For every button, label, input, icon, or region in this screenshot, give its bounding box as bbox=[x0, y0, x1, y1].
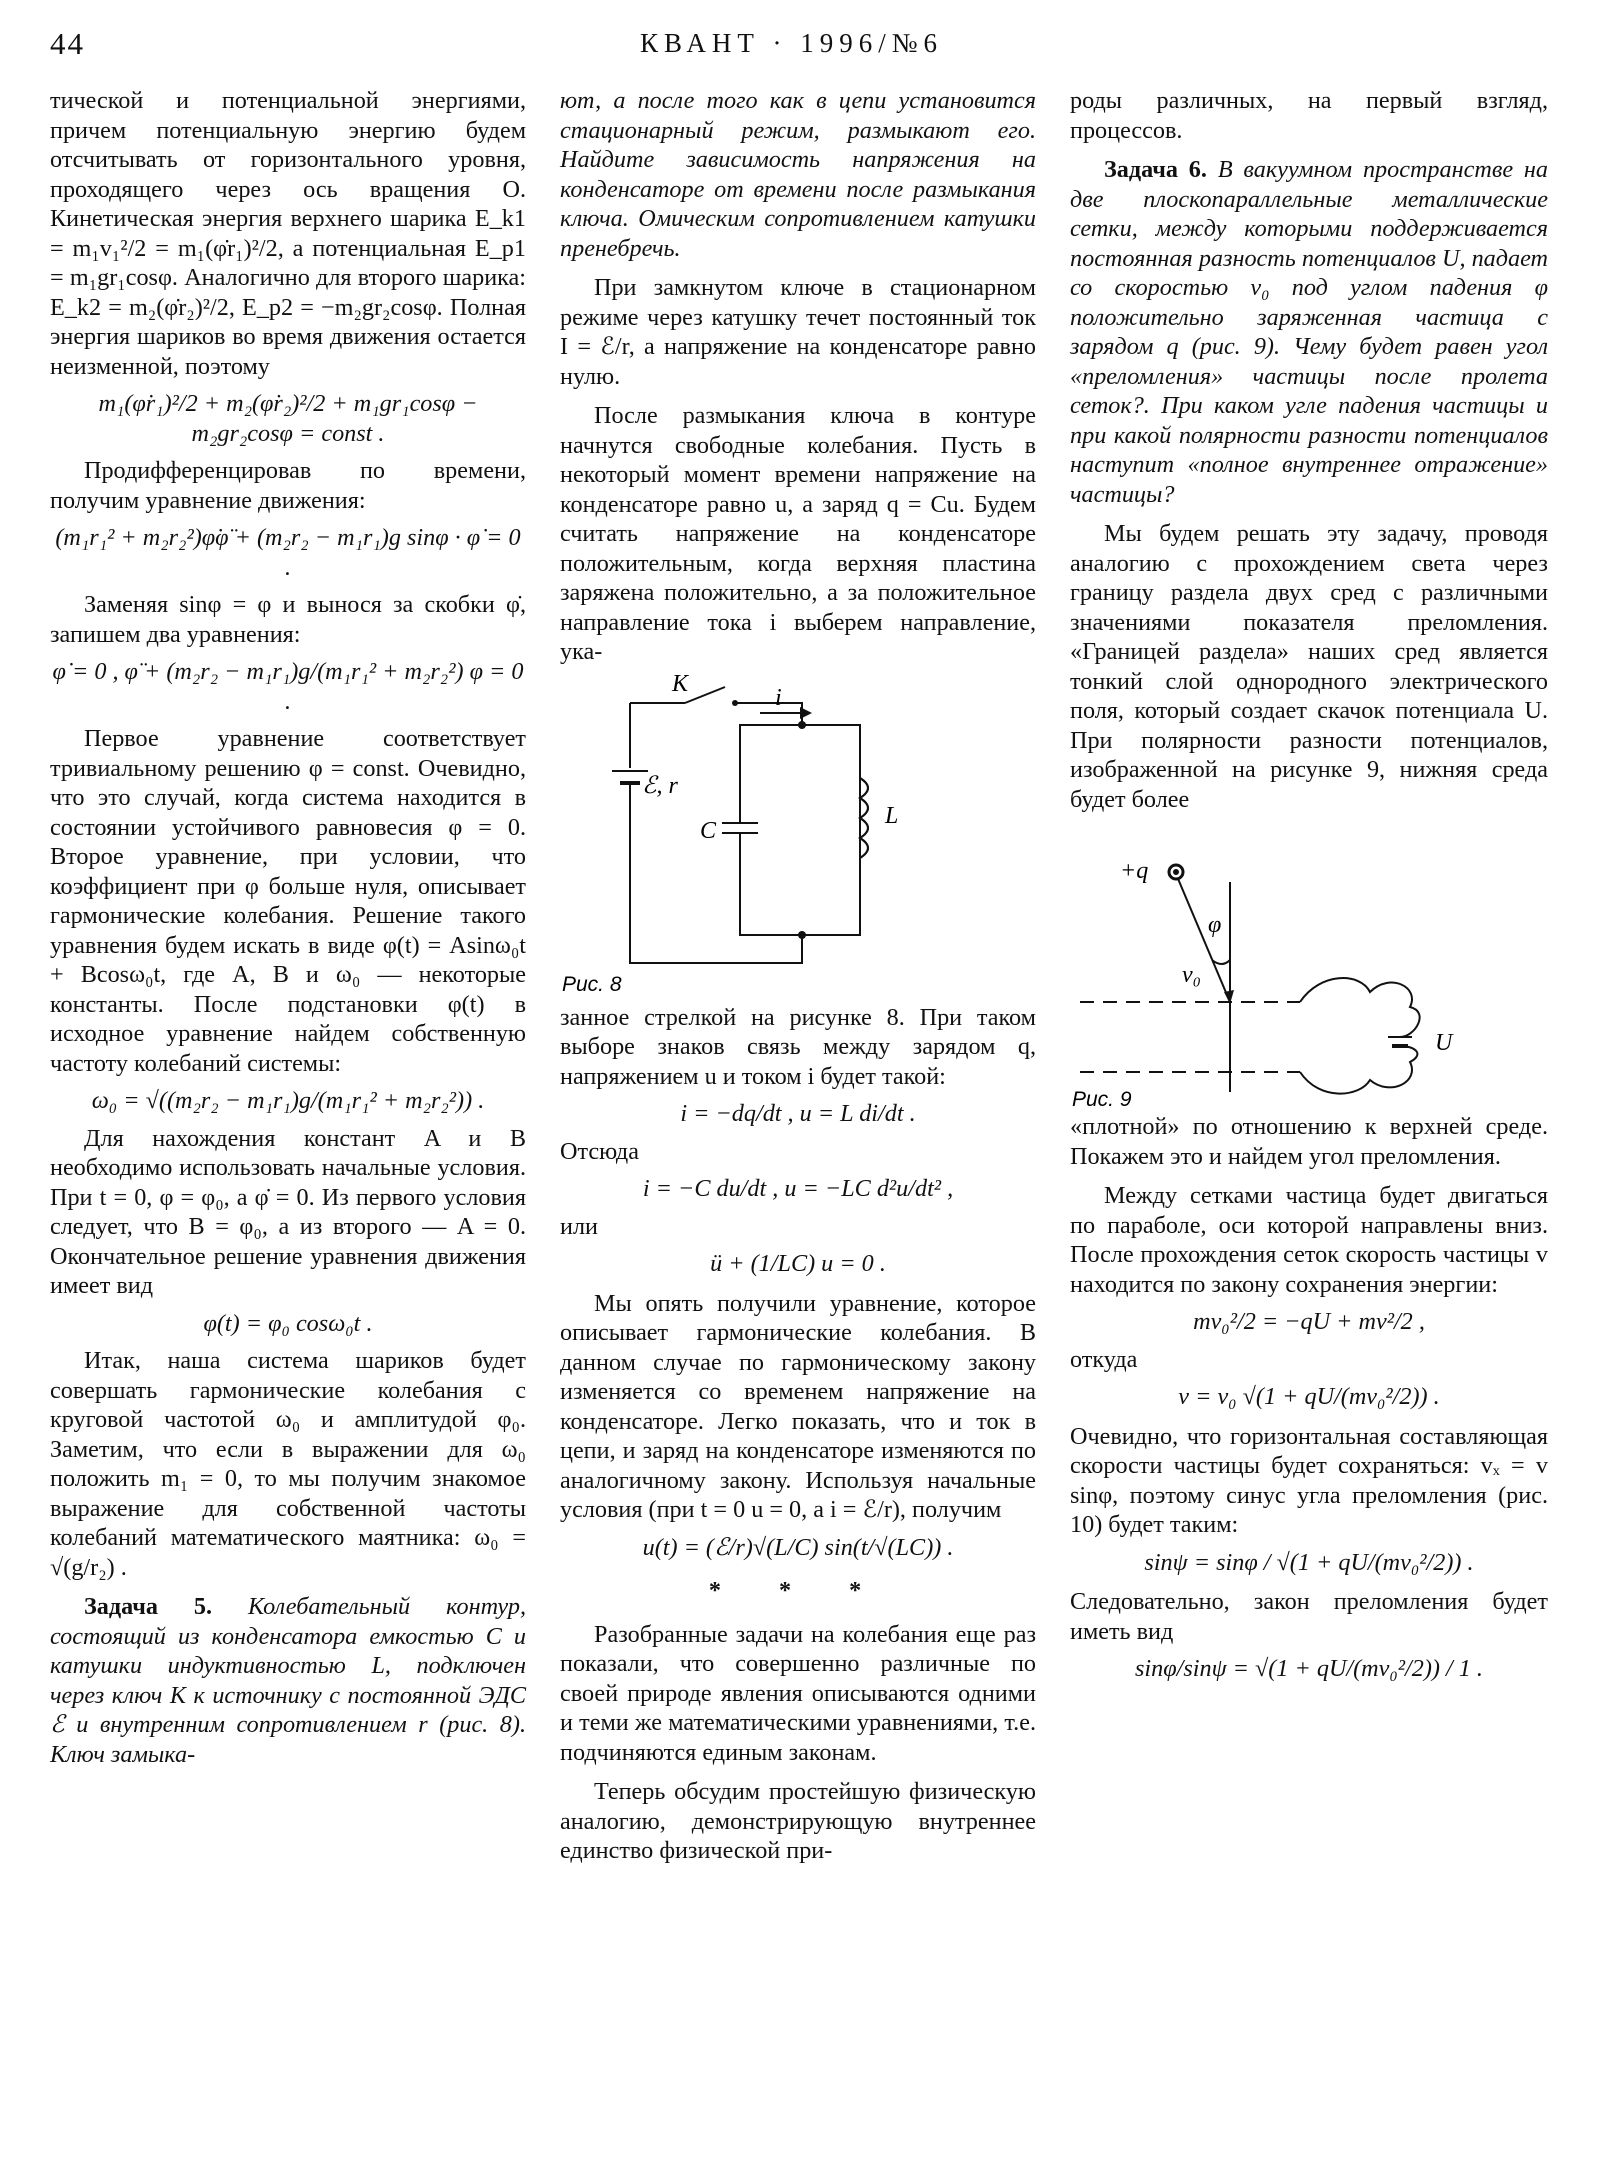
paragraph: тической и потенциальной энергиями, причем потенциальную энергию будем отсчитывать от горизонтального уровня, проходящего через ось вращения O. Кинетическая энергия верхнего шарика E_k1 = m₁v₁²/2 = m₁(φ̇r₁)²/2, а потенциальная E_p1 = m₁gr₁cosφ. Аналогично для второго шарика: E_k2 = m₂(φ̇r₂)²/2, E_p2 = −m₂gr₂cosφ. Полная энергия шариков во время движения остается неизменной, поэтому bbox=[50, 87, 526, 380]
paragraph: «плотной» по отношению к верхней среде. Покажем это и найдем угол преломления. bbox=[1070, 1113, 1548, 1170]
figure-8 bbox=[560, 673, 1036, 1003]
page-number: 44 bbox=[50, 26, 85, 61]
label-u: U bbox=[1435, 1030, 1453, 1056]
paragraph: После размыкания ключа в контуре начнутся свободные колебания. Пусть в некоторый момент времени напряжение на конденсаторе равно u, а заряд q = Cu. Будем считать напряжение на конденсаторе положительным, когда верхняя пластина заряжена положительно, а за положительное направление тока i выберем направление, ука- bbox=[560, 402, 1036, 665]
paragraph: Для нахождения констант A и B необходимо использовать начальные условия. При t = 0, φ = φ₀, а φ̇ = 0. Из первого условия следует, что B = φ₀, а из второго — A = 0. Окончательное решение уравнения движения имеет вид bbox=[50, 1124, 526, 1299]
label-l: L bbox=[885, 802, 899, 829]
paragraph: Продифференцировав по времени, получим уравнение движения: bbox=[50, 457, 526, 514]
paragraph: Теперь обсудим простейшую физическую аналогию, демонстрирующую внутреннее единство физической при- bbox=[560, 1778, 1036, 1864]
equation: ü + (1/LC) u = 0 . bbox=[710, 1250, 886, 1277]
paragraph: ют, а после того как в цепи установится стационарный режим, размыкают его. Найдите зависимость напряжения на конденсаторе от времени после размыкания ключа. Омическим сопротивлением катушки пренебречь. bbox=[560, 87, 1036, 262]
arrow-head bbox=[800, 707, 812, 719]
task-text: Колебательный контур, состоящий из конденсатора емкостью C и катушки индуктивностью L, подключен через ключ K к источнику с постоянной ЭДС ℰ и внутренним сопротивлением r (рис. 8). Ключ замыка- bbox=[50, 1593, 526, 1768]
equation: ω₀ = √((m₂r₂ − m₁r₁)g/(m₁r₁² + m₂r₂²)) . bbox=[91, 1087, 485, 1114]
cloud-wire bbox=[1300, 1046, 1417, 1094]
paragraph: Заменяя sinφ = φ и вынося за скобки φ̇, запишем два уравнения: bbox=[50, 591, 526, 648]
paragraph: Следовательно, закон преломления будет иметь вид bbox=[1070, 1588, 1548, 1645]
task-label: Задача 6. bbox=[1104, 156, 1207, 183]
circuit-diagram bbox=[560, 673, 1036, 1003]
cloud-wire bbox=[1300, 978, 1420, 1037]
word: или bbox=[560, 1212, 598, 1240]
journal-title: КВАНТ · 1996/№6 bbox=[640, 28, 944, 58]
task-text: В вакуумном пространстве на две плоскопараллельные металлические сетки, между которыми поддерживается постоянная разность потенциалов U, падает со скоростью v₀ под углом падения φ положительно заряженная частица с зарядом q (рис. 9). Чему будет равен угол «преломления» частицы после пролета сеток?. При каком угле падения частицы и при какой полярности разности потенциалов наступит «полное внутреннее отражение» частицы? bbox=[1070, 156, 1548, 508]
word: Отсюда bbox=[560, 1137, 639, 1165]
paragraph: Мы будем решать эту задачу, проводя аналогию с прохождением света через границу раздела двух сред с различными значениями показателя преломления. «Границей раздела» наших сред является тонкий слой однородного электрического поля, который создает скачок потенциала U. При полярности разности потенциалов, изображенной на рисунке 9, нижняя среда будет более bbox=[1070, 520, 1548, 813]
label-emf: ℰ, r bbox=[642, 772, 678, 799]
equation: u(t) = (ℰ/r)√(L/C) sin(t/√(LC)) . bbox=[642, 1533, 954, 1561]
equation: (m₁r₁² + m₂r₂²)φ̇φ̈ + (m₂r₂ − m₁r₁)g sinφ · φ̇ = 0 . bbox=[55, 524, 521, 581]
switch-contact bbox=[732, 700, 738, 706]
label-k: K bbox=[672, 672, 689, 697]
equation: φ(t) = φ₀ cosω₀t . bbox=[203, 1309, 373, 1337]
paragraph: роды различных, на первый взгляд, процессов. bbox=[1070, 87, 1548, 144]
page-header bbox=[0, 26, 1600, 66]
figure-9 bbox=[1070, 822, 1548, 1112]
refraction-diagram bbox=[1070, 822, 1548, 1112]
task-label: Задача 5. bbox=[84, 1593, 213, 1620]
label-i: i bbox=[775, 684, 782, 711]
word: откуда bbox=[1070, 1345, 1138, 1373]
equation: m₁(φ̇r₁)²/2 + m₂(φ̇r₂)²/2 + m₁gr₁cosφ − m₂gr₂cosφ = const . bbox=[98, 390, 478, 447]
column-3 bbox=[1070, 86, 1548, 1692]
label-phi: φ bbox=[1208, 912, 1222, 938]
paragraph: Итак, наша система шариков будет совершать гармонические колебания с круговой частотой ω₀ и амплитудой φ₀. Заметим, что если в выражении для ω₀ положить m₁ = 0, то мы получим знакомое выражение для собственной частоты колебаний математического маятника: ω₀ = √(g/r₂) . bbox=[50, 1347, 526, 1581]
equation: sinψ = sinφ / √(1 + qU/(mv₀²/2)) . bbox=[1144, 1548, 1474, 1576]
equation: φ̇ = 0 , φ̈ + (m₂r₂ − m₁r₁)g/(m₁r₁² + m₂r₂²) φ = 0 . bbox=[52, 658, 524, 715]
circuit-wire bbox=[740, 725, 860, 935]
equation: i = −dq/dt , u = L di/dt . bbox=[680, 1100, 916, 1127]
equation: i = −C du/dt , u = −LC d²u/dt² , bbox=[642, 1175, 954, 1202]
paragraph: Очевидно, что горизонтальная составляющая скорости частицы будет сохраняться: vₓ = v sinφ, поэтому синус угла преломления (рис. 10) будет таким: bbox=[1070, 1422, 1548, 1538]
label-q: +q bbox=[1120, 858, 1149, 884]
paragraph: Первое уравнение соответствует тривиальному решению φ = const. Очевидно, что это случай, когда система находится в состоянии устойчивого равновесия φ = 0. Второе уравнение, при условии, что коэффициент при φ больше нуля, описывает гармонические колебания. Решение такого уравнения будем искать в виде φ(t) = Asinω₀t + Bcosω₀t, где A, B и ω₀ — некоторые константы. После подстановки φ(t) в исходное уравнение найдем собственную частоту колебаний системы: bbox=[50, 725, 526, 1077]
task-5 bbox=[50, 1592, 526, 1769]
paragraph: Разобранные задачи на колебания еще раз показали, что совершенно различные по своей природе явления описываются одними и теми же математическими уравнениями, т.е. подчиняются единым законам. bbox=[560, 1620, 1036, 1766]
column-1 bbox=[50, 86, 526, 1769]
paragraph: занное стрелкой на рисунке 8. При таком выборе знаков связь между зарядом q, напряжением u и током i будет такой: bbox=[560, 1003, 1036, 1090]
section-divider: * * * bbox=[708, 1577, 888, 1604]
label-v0: v₀ bbox=[1182, 962, 1201, 988]
paragraph: Между сетками частица будет двигаться по параболе, оси которой направлены вниз. После прохождения сеток скорость частицы v находится по закону сохранения энергии: bbox=[1070, 1182, 1548, 1298]
switch-k bbox=[685, 687, 725, 703]
equation: v = v₀ √(1 + qU/(mv₀²/2)) . bbox=[1178, 1383, 1440, 1410]
figure-caption: Рис. 9 bbox=[1072, 1088, 1132, 1111]
equation: sinφ/sinψ = √(1 + qU/(mv₀²/2)) / 1 . bbox=[1135, 1655, 1483, 1682]
column-2 bbox=[560, 86, 1036, 1866]
junction-dot bbox=[798, 931, 806, 939]
figure-caption: Рис. 8 bbox=[562, 972, 622, 996]
paragraph: Мы опять получили уравнение, которое описывает гармонические колебания. В данном случае по гармоническому закону изменяется со временем напряжение на конденсаторе. Легко показать, что и ток в цепи, и заряд на конденсаторе изменяются по аналогичному закону. Используя начальные условия (при t = 0 u = 0, а i = ℰ/r), получим bbox=[560, 1289, 1036, 1523]
equation: mv₀²/2 = −qU + mv²/2 , bbox=[1193, 1308, 1425, 1335]
paragraph: При замкнутом ключе в стационарном режиме через катушку течет постоянный ток I = ℰ/r, а напряжение на конденсаторе равно нулю. bbox=[560, 274, 1036, 390]
task-6 bbox=[1070, 155, 1548, 509]
junction-dot bbox=[798, 721, 806, 729]
label-c: C bbox=[700, 817, 717, 844]
